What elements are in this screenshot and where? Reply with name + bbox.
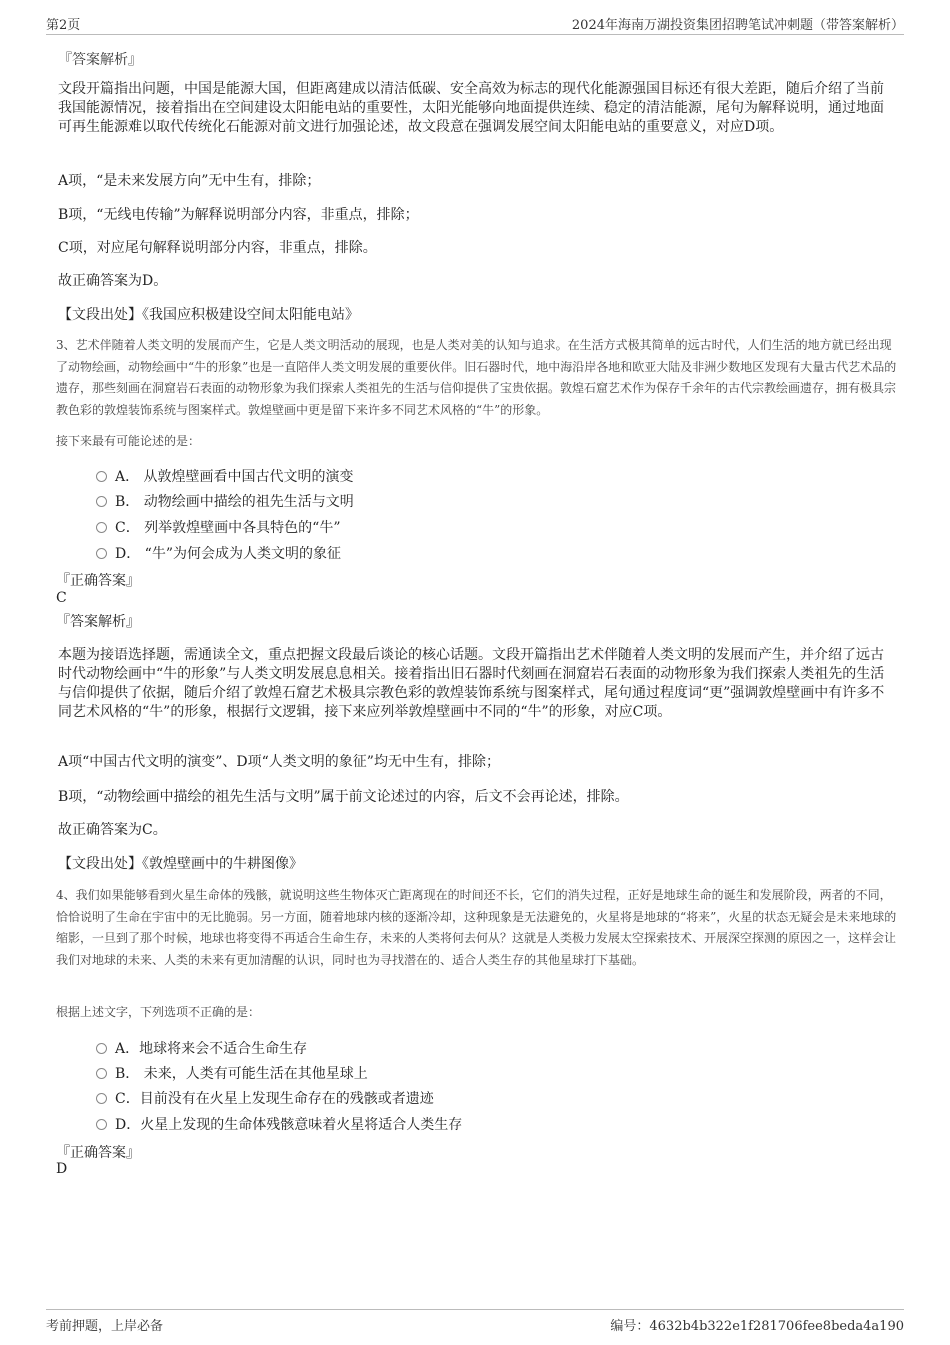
radio-icon[interactable] bbox=[96, 548, 107, 559]
radio-icon[interactable] bbox=[96, 471, 107, 482]
option-b[interactable]: B． 未来，人类有可能生活在其他星球上 bbox=[96, 1063, 368, 1083]
analysis-label: 『答案解析』 bbox=[58, 52, 142, 68]
option-a[interactable]: A．地球将来会不适合生命生存 bbox=[96, 1038, 307, 1058]
analysis-conclusion: 故正确答案为D。 bbox=[58, 273, 168, 289]
option-b[interactable]: B． 动物绘画中描绘的祖先生活与文明 bbox=[96, 491, 354, 511]
option-c[interactable]: C． 列举敦煌壁画中各具特色的“牛” bbox=[96, 517, 340, 537]
radio-icon[interactable] bbox=[96, 496, 107, 507]
radio-icon[interactable] bbox=[96, 1043, 107, 1054]
analysis-line-a: A项，“是未来发展方向”无中生有，排除； bbox=[58, 173, 321, 189]
analysis-text: 本题为接语选择题，需通读全文，重点把握文段最后谈论的核心话题。文段开篇指出艺术伴随着人类文明的发展而产生，并介绍了远古时代动物绘画中“牛的形象”与人类文明发展息息相关。接着指出旧石器时代刻画在洞窟岩石表面的动物形象为我们探索人类祖先的生活与信仰提供了依据，随后介绍了敦煌石窟艺术极具宗教色彩的敦煌装饰系统与图案样式，尾句通过程度词“更”强调敦煌壁画中有许多不同艺术风格的“牛”的形象，根据行文逻辑，接下来应列举敦煌壁画中不同的“牛”的形象，对应C项。 bbox=[58, 647, 885, 720]
analysis-line-c: C项，对应尾句解释说明部分内容，非重点，排除。 bbox=[58, 240, 377, 256]
option-d[interactable]: D． “牛”为何会成为人类文明的象征 bbox=[96, 543, 341, 563]
document-code: 编号：4632b4b322e1f281706fee8beda4a190 bbox=[610, 1319, 904, 1334]
option-d[interactable]: D．火星上发现的生命体残骸意味着火星将适合人类生存 bbox=[96, 1114, 462, 1134]
document-title: 2024年海南万湖投资集团招聘笔试冲刺题（带答案解析） bbox=[571, 18, 904, 33]
source-citation: 【文段出处】《我国应积极建设空间太阳能电站》 bbox=[58, 307, 359, 323]
question-3-prompt: 接下来最有可能论述的是： bbox=[56, 434, 201, 448]
analysis-line-ad: A项“中国古代文明的演变”、D项“人类文明的象征”均无中生有，排除； bbox=[58, 754, 500, 770]
page-header bbox=[46, 14, 904, 35]
source-citation: 【文段出处】《敦煌壁画中的牛耕图像》 bbox=[58, 856, 303, 872]
analysis-text: 文段开篇指出问题，中国是能源大国，但距离建成以清洁低碳、安全高效为标志的现代化能源强国目标还有很大差距，随后介绍了当前我国能源情况，接着指出在空间建设太阳能电站的重要性，太阳光能够向地面提供连续、稳定的清洁能源，尾句为解释说明，通过地面可再生能源难以取代传统化石能源对前文进行加强论述，故文段意在强调发展空间太阳能电站的重要意义，对应D项。 bbox=[58, 81, 884, 135]
question-4-prompt: 根据上述文字，下列选项不正确的是： bbox=[56, 1005, 261, 1019]
footer-slogan: 考前押题，上岸必备 bbox=[46, 1319, 164, 1334]
option-c[interactable]: C．目前没有在火星上发现生命存在的残骸或者遗迹 bbox=[96, 1088, 434, 1108]
correct-answer-value: C bbox=[56, 590, 67, 606]
analysis-label: 『答案解析』 bbox=[56, 614, 140, 630]
page-footer bbox=[46, 1309, 904, 1334]
analysis-conclusion: 故正确答案为C。 bbox=[58, 822, 167, 838]
analysis-line-b: B项，“无线电传输”为解释说明部分内容，非重点，排除； bbox=[58, 207, 419, 223]
correct-answer-label: 『正确答案』 bbox=[56, 1145, 140, 1161]
page-number: 第2页 bbox=[46, 18, 81, 33]
radio-icon[interactable] bbox=[96, 1093, 107, 1104]
analysis-line-b: B项，“动物绘画中描绘的祖先生活与文明”属于前文论述过的内容，后文不会再论述，排除。 bbox=[58, 789, 629, 805]
correct-answer-label: 『正确答案』 bbox=[56, 573, 140, 589]
question-3-text: 3、艺术伴随着人类文明的发展而产生，它是人类文明活动的展现，也是人类对美的认知与追求。在生活方式极其简单的远古时代，人们生活的地方就已经出现了动物绘画，动物绘画中“牛的形象”也是一直陪伴人类文明发展的重要伙伴。旧石器时代，地中海沿岸各地和欧亚大陆及非洲少数地区发现有大量古代艺术品的遗存，那些刻画在洞窟岩石表面的动物形象为我们探索人类祖先的生活与信仰提供了宝贵依据。敦煌石窟艺术作为保存千余年的古代宗教绘画遗存，拥有极具宗教色彩的敦煌装饰系统与图案样式。敦煌壁画中更是留下来许多不同艺术风格的“牛”的形象。 bbox=[56, 338, 897, 417]
radio-icon[interactable] bbox=[96, 1119, 107, 1130]
correct-answer-value: D bbox=[56, 1161, 68, 1177]
option-a[interactable]: A． 从敦煌壁画看中国古代文明的演变 bbox=[96, 466, 354, 486]
radio-icon[interactable] bbox=[96, 522, 107, 533]
question-4-text: 4、我们如果能够看到火星生命体的残骸，就说明这些生物体灭亡距离现在的时间还不长，它们的消失过程，正好是地球生命的诞生和发展阶段，两者的不同，恰恰说明了生命在宇宙中的无比脆弱。另一方面，随着地球内核的逐渐冷却，这种现象是无法避免的，火星将是地球的“将来”，火星的状态无疑会是未来地球的缩影，一旦到了那个时候，地球也将变得不再适合生命生存，未来的人类将何去何从？这就是人类极力发展太空探索技术、开展深空探测的原因之一，这样会让我们对地球的未来、人类的未来有更加清醒的认识，同时也为寻找潜在的、适合人类生存的其他星球打下基础。 bbox=[56, 888, 897, 967]
radio-icon[interactable] bbox=[96, 1068, 107, 1079]
